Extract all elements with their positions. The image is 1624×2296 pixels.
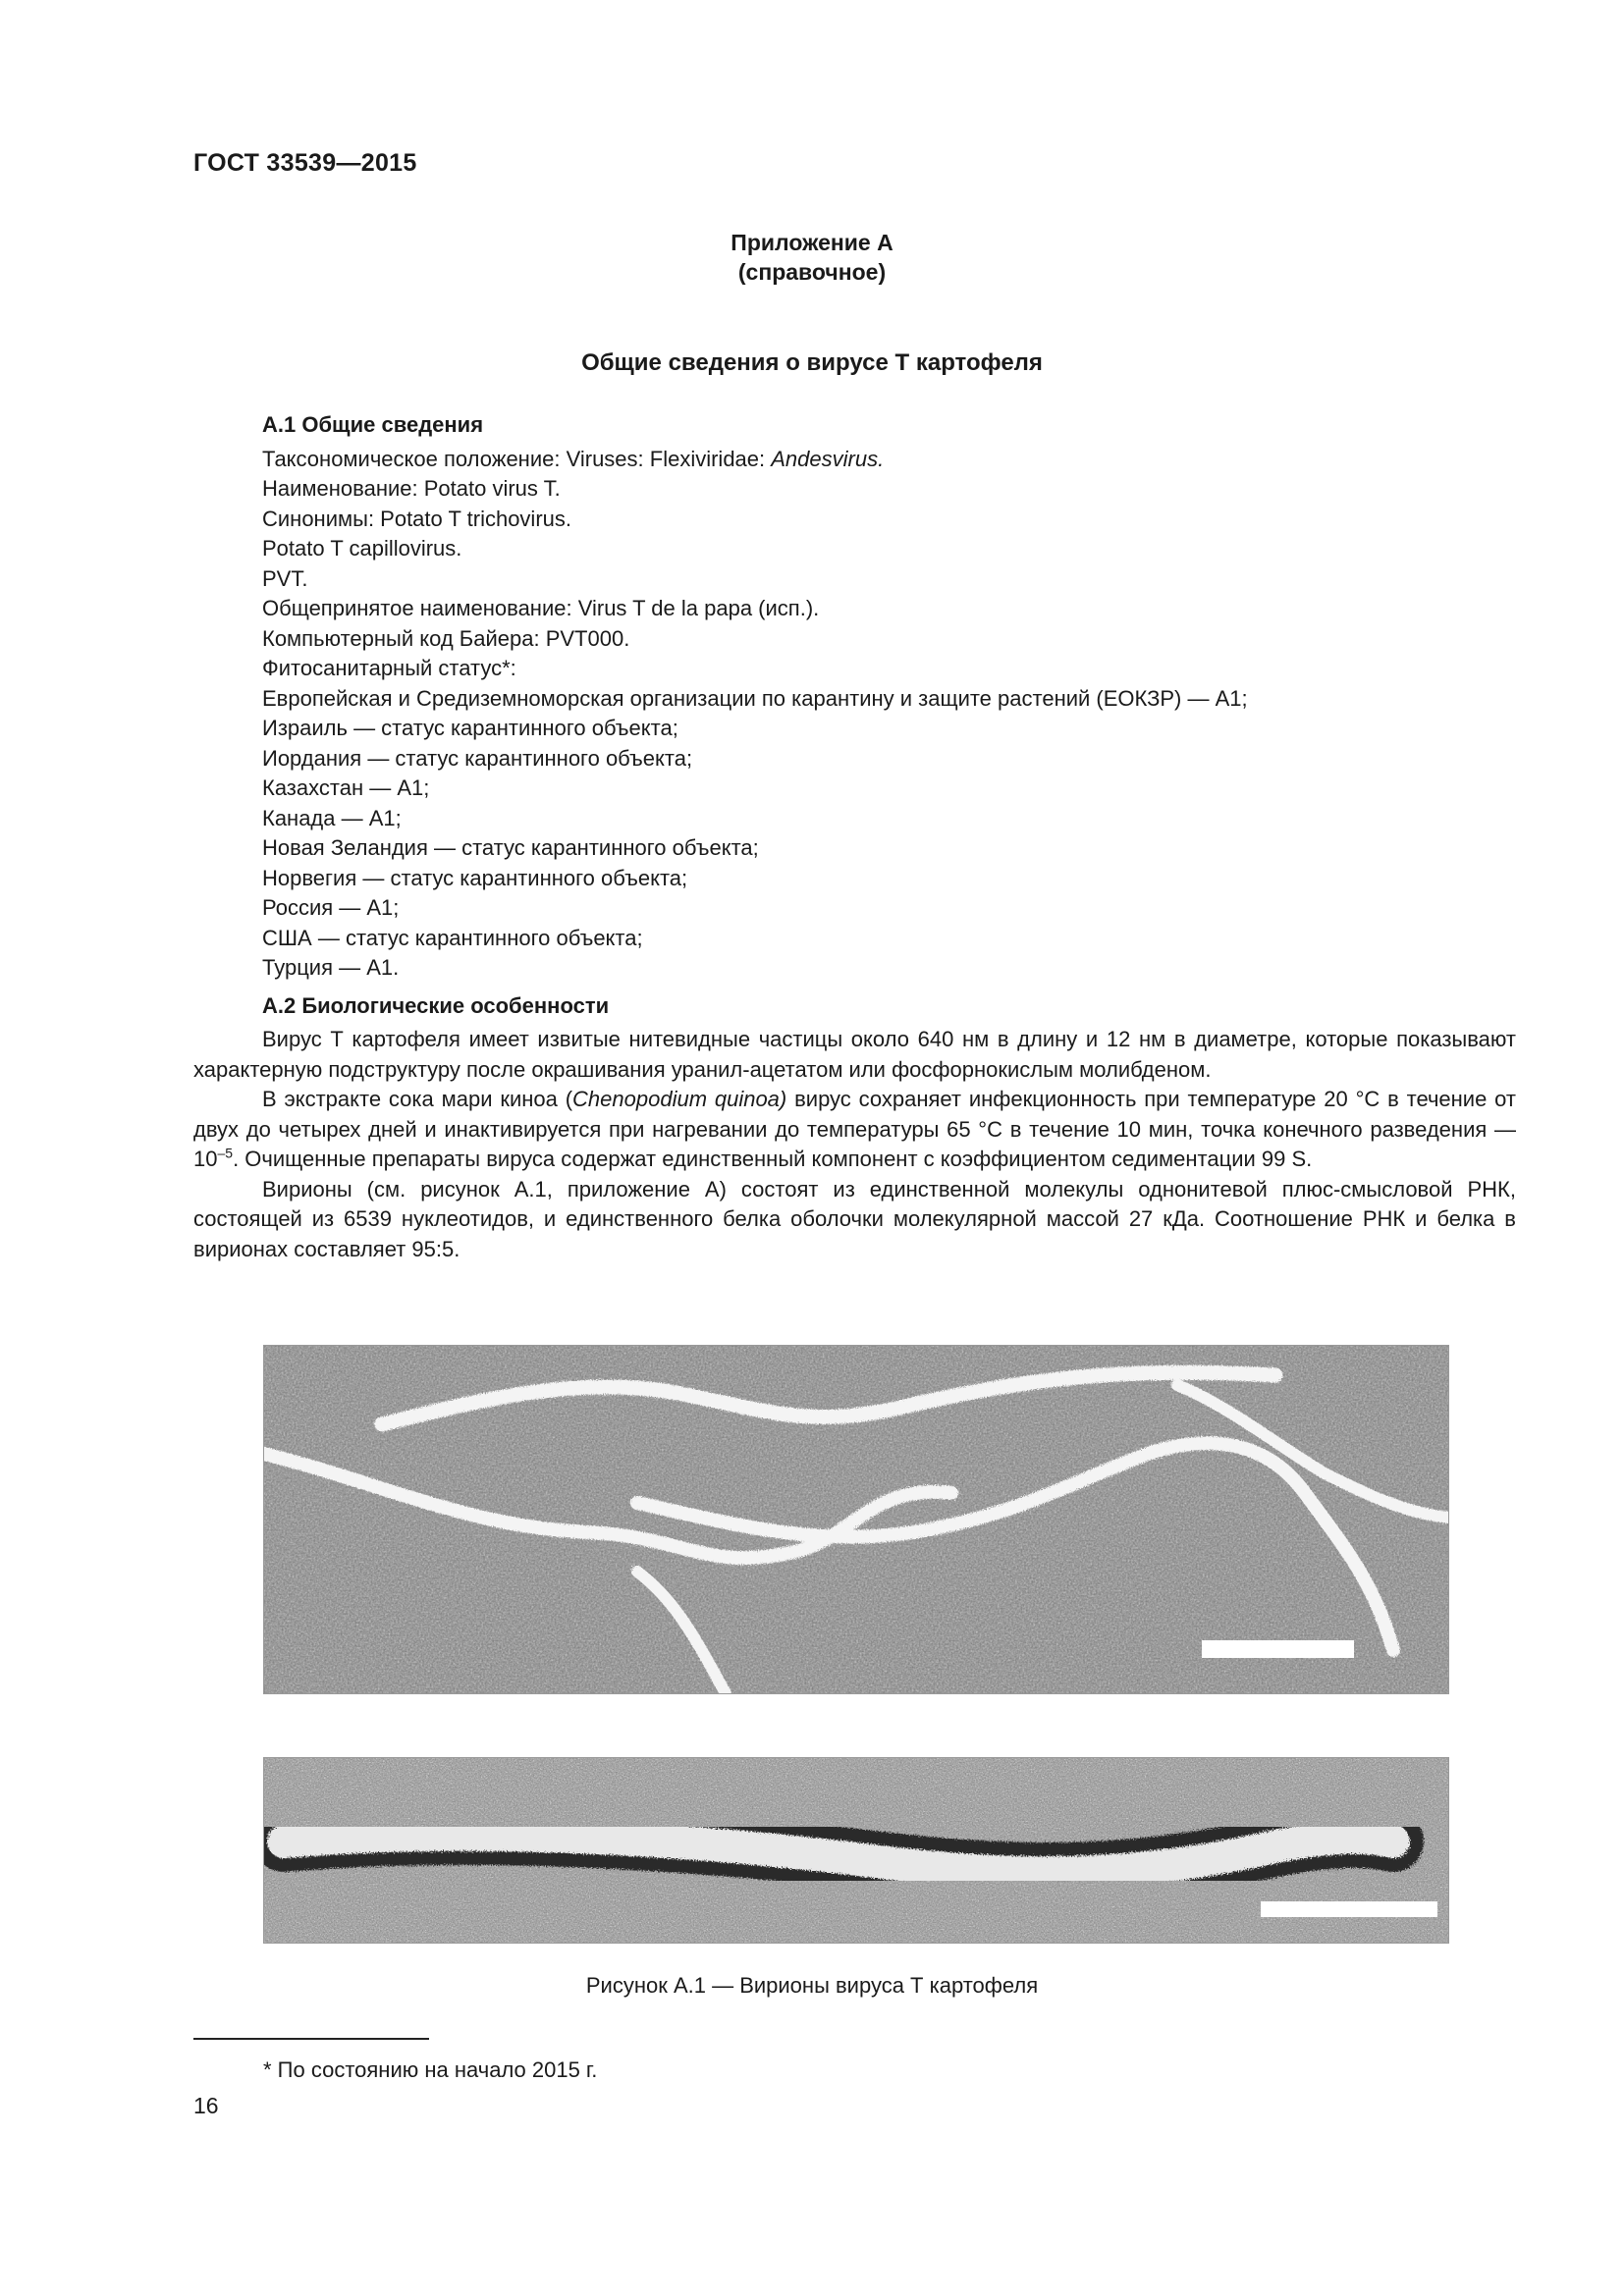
appendix-kind: (справочное) [737, 259, 887, 285]
status-line: Казахстан — А1; [262, 775, 430, 800]
status-line: Россия — А1; [262, 895, 400, 920]
dilution-exponent: –5 [217, 1145, 234, 1161]
body-text [193, 410, 1516, 1264]
appendix-title: Приложение А [731, 230, 893, 255]
info-line: Фитосанитарный статус*: [262, 656, 516, 680]
status-line: Иордания — статус карантинного объекта; [262, 745, 693, 771]
micrograph-bottom [263, 1757, 1449, 1944]
paragraph-morphology: Вирус Т картофеля имеет извитые нитевидные частицы около 640 нм в длину и 12 нм в диаметре, которые показывают характерную подструктуру после окрашивания уранил-ацетатом или фосфорнокислым молибденом. [193, 1027, 1516, 1082]
stability-text-b: вирус сохраняет инфекционность при температуре 20 °С в течение от двух до четырех дней и инактивируется при нагревании до температуры 65 °С в течение 10 мин, точка конечного разведения — 10 [193, 1087, 1516, 1171]
status-line: Канада — А1; [262, 805, 402, 830]
stability-text-c: . Очищенные препараты вируса содержат единственный компонент с коэффициентом седиментации 99 S. [233, 1147, 1313, 1171]
a2-heading: А.2 Биологические особенности [262, 992, 610, 1018]
status-line: Европейская и Средиземноморская организации по карантину и защите растений (ЕОКЗР) — А1; [262, 685, 1248, 711]
status-line: США — статус карантинного объекта; [262, 925, 643, 950]
paragraph-virions: Вирионы (см. рисунок А.1, приложение А) состоят из единственной молекулы однонитевой плюс-смысловой РНК, состоящей из 6539 нуклеотидов, и единственного белка оболочки молекулярной массой 27 кДа. Соотношение РНК и белка в вирионах составляет 95:5. [193, 1176, 1516, 1261]
info-line: Наименование: Potato virus T. [262, 476, 561, 501]
stability-text-a: В экстракте сока мари киноа ( [262, 1087, 573, 1111]
status-line: Норвегия — статус карантинного объекта; [262, 865, 688, 890]
standard-code: ГОСТ 33539—2015 [193, 149, 417, 177]
scale-bar [1261, 1901, 1437, 1917]
a1-heading: А.1 Общие сведения [262, 412, 484, 437]
figure-caption: Рисунок А.1 — Вирионы вируса Т картофеля [585, 1973, 1039, 1998]
appendix-heading [0, 228, 1624, 287]
status-line: Новая Зеландия — статус карантинного объекта; [262, 835, 759, 860]
status-line: Турция — А1. [262, 955, 400, 980]
species-name: Chenopodium quinoa) [572, 1087, 787, 1111]
info-line: Компьютерный код Байера: PVT000. [262, 625, 630, 651]
paragraph-stability [193, 1085, 1516, 1175]
info-line: PVT. [262, 565, 308, 591]
micrograph-top [263, 1345, 1449, 1694]
footnote-separator [193, 2038, 429, 2040]
scale-bar [1202, 1640, 1354, 1658]
taxonomy-prefix: Таксономическое положение: Viruses: Flexiviridae: [262, 446, 772, 471]
taxonomy-genus: Andesvirus. [771, 446, 885, 471]
info-line: Общепринятое наименование: Virus T de la papa (исп.). [262, 596, 820, 620]
section-title: Общие сведения о вирусе Т картофеля [581, 349, 1043, 376]
footnote: * По состоянию на начало 2015 г. [263, 2057, 598, 2082]
page-number: 16 [193, 2093, 219, 2118]
info-line: Potato T capillovirus. [262, 536, 462, 561]
status-line: Израиль — статус карантинного объекта; [262, 716, 678, 740]
taxonomy-line [193, 445, 1516, 475]
info-line: Синонимы: Potato T trichovirus. [262, 506, 571, 531]
